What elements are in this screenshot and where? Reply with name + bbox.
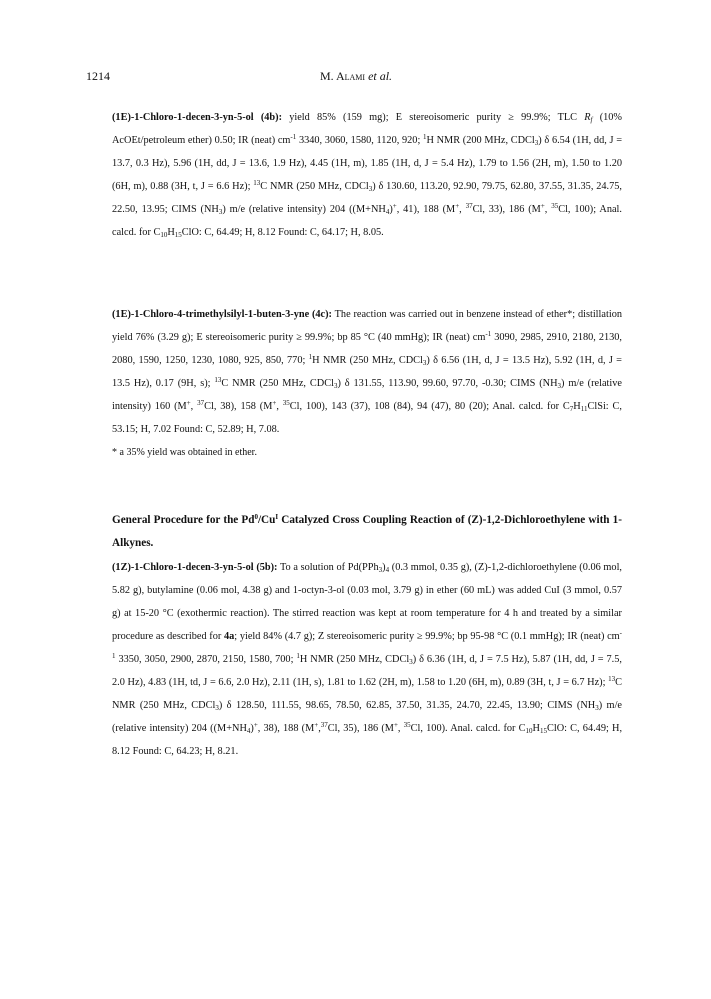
text: Catalyzed Cross Coupling Reaction of (Z)-1,2-Dichloroethylene with 1-Alkynes. <box>112 514 622 549</box>
subscript: 4 <box>385 566 390 574</box>
text: Cl, 100); Anal. calcd. for C <box>112 204 622 238</box>
isotope: 35 <box>403 721 411 729</box>
cnmr-mass: 13 <box>214 376 222 384</box>
superscript: + <box>253 721 258 729</box>
subscript: 10 <box>160 231 168 239</box>
running-head <box>86 69 626 84</box>
superscript: + <box>540 202 545 210</box>
compound-5b-paragraph: (1Z)-1-Chloro-1-decen-3-yn-5-ol (5b): To a solution of $Pd(PPh_3)_4$ (0.3 mmol, 0.35 g), (Z)-1,2-dichloroethylene (0.06 mol, 5.82 g), butylamine (0.06 mol, 4.38 g) and 1-octyn-3-ol (0.03 mol, 3.79 g) in ether (60 mL) was added CuI (3 mmol, 0.57 g) at 15-20 °C (exothermic reaction). The stirred reaction was kept at room temperature for 4 h and treated by a similar procedure as described for 4a; yield 84% (4.7 g); Z stereoisomeric purity ≥ 99.9%; bp 95-98 °C (0.1 mmHg); IR (neat) $cm^{-1}$ 3350, 3050, 2900, 2870, 2150, 1580, 700; $^1$H NMR (250 MHz, CDCl$_3$) δ 6.36 (1H, d, J = 7.5 Hz), 5.87 (1H, dd, J = 7.5, 2.0 Hz), 4.83 (1H, td, J = 6.6, 2.0 Hz), 2.11 (1H, s), 1.81 to 1.62 (2H, m), 1.58 to 1.20 (6H, m), 0.89 (3H, t, J = 6.7 Hz); $^{13}$C NMR (250 MHz, CDCl$_3$) δ 128.50, 111.55, 98.65, 78.50, 62.85, 37.50, 31.35, 24.70, 22.45, 13.90; CIMS $(NH_3)$ m/e (relative intensity) 204 ($(M+NH_4)^+$, 38), 188 (M+,$^{37}$Cl, 35), 186 (M+, $^{35}$Cl, 100). Anal. calcd. for $C_{10}H_{15}ClO$: C, 64.49; H, 8.12 Found: C, 64.23; H, 8.21. <box>112 562 623 757</box>
isotope: 37 <box>320 721 328 729</box>
general-procedure-heading <box>112 509 622 555</box>
text: 3340, 3060, 1580, 1120, 920; <box>296 135 423 146</box>
superscript: 0 <box>254 513 258 521</box>
compound-4c-title: (1E)-1-Chloro-4-trimethylsilyl-1-buten-3-yne (4c): <box>112 309 332 320</box>
text: ClSi: C, 53.15; H, 7.02 Found: C, 52.89; H, 7.08. <box>112 401 622 435</box>
subscript: 11 <box>580 405 588 413</box>
subscript: 3 <box>595 704 599 712</box>
superscript: + <box>314 721 319 729</box>
ir-exponent: -1 <box>290 133 297 141</box>
text: , 38), 188 (M <box>257 723 315 734</box>
subscript: 3 <box>215 704 219 712</box>
rf-label: R <box>584 112 591 123</box>
text: C NMR (250 MHz, CDCl <box>112 677 622 711</box>
subscript: 3 <box>368 185 373 193</box>
subscript: 3 <box>378 566 383 574</box>
text: ) δ 131.55, 113.90, 99.60, 97.70, -0.30; CIMS (NH <box>337 378 558 389</box>
subscript: 10 <box>525 727 533 735</box>
compound-4b-title: (1E)-1-Chloro-1-decen-3-yn-5-ol (4b): <box>112 112 283 123</box>
text: 3350, 3050, 2900, 2870, 2150, 1580, 700; <box>115 654 297 665</box>
text: C NMR (250 MHz, CDCl <box>260 181 369 192</box>
subscript: 3 <box>409 658 413 666</box>
ir-exponent: -1 <box>112 629 622 660</box>
text: /Cu <box>257 514 276 526</box>
hnmr-mass: 1 <box>423 133 427 141</box>
compound-ref-4a: 4a <box>224 631 235 642</box>
hnmr-mass: 1 <box>296 652 300 660</box>
text: (10% AcOEt/petroleum ether) 0.50; IR (neat) cm <box>112 112 622 146</box>
superscript: I <box>275 513 279 521</box>
text: (0.3 mmol, 0.35 g), (Z)-1,2-dichloroethylene (0.06 mol, 5.82 g), butylamine (0.06 mol, 4.38 g) and 1-octyn-3-ol (0.03 mol, 3.79 g) in ether (60 mL) was added CuI (3 mmol, 0.57 g) at 15-20 °C (exothermic reaction). The stirred reaction was kept at room temperature for 4 h and treated by a similar procedure as described for <box>112 562 623 642</box>
subscript: 3 <box>218 208 223 216</box>
isotope: 37 <box>465 202 473 210</box>
text: Cl, 100). Anal. calcd. for C <box>410 723 526 734</box>
subscript: 4 <box>385 208 390 216</box>
text: Cl, 35), 186 (M <box>327 723 394 734</box>
superscript: + <box>186 399 191 407</box>
text: , <box>276 401 283 412</box>
subscript: 3 <box>534 139 539 147</box>
subscript: 3 <box>557 382 562 390</box>
text: , <box>190 401 198 412</box>
text: , <box>318 723 321 734</box>
superscript: + <box>455 202 460 210</box>
subscript: 15 <box>174 231 182 239</box>
isotope: 35 <box>551 202 559 210</box>
text: H NMR (200 MHz, CDCl <box>426 135 535 146</box>
text: , <box>544 204 552 215</box>
page-number: 1214 <box>86 69 110 83</box>
text: H <box>573 401 581 412</box>
text: ) δ 130.60, 113.20, 92.90, 79.75, 62.80, 37.55, 31.35, 24.75, 22.50, 13.95; CIMS (NH <box>112 181 622 215</box>
text: yield 85% (159 mg); E stereoisomeric purity ≥ 99.9%; TLC <box>282 112 585 123</box>
text: To a solution of Pd(PPh <box>277 562 379 573</box>
text: Cl, 33), 186 (M <box>472 204 541 215</box>
text: H <box>532 723 540 734</box>
text: The reaction was carried out in benzene instead of ether*; distillation yield 76% (3.29 g); E stereoisomeric purity ≥ 99.9%; bp 85 °C (40 mmHg); IR (neat) cm <box>112 309 622 343</box>
subscript: 3 <box>422 359 427 367</box>
rf-subscript: f <box>590 116 593 124</box>
superscript: + <box>392 202 397 210</box>
subscript: 3 <box>333 382 338 390</box>
text: 3090, 2985, 2910, 2180, 2130, 2080, 1590, 1250, 1230, 1080, 925, 850, 770; <box>112 332 623 366</box>
isotope: 37 <box>197 399 205 407</box>
superscript: + <box>272 399 277 407</box>
running-head-et-al: et al. <box>368 69 393 83</box>
text: ) δ 6.54 (1H, dd, J = 13.7, 0.3 Hz), 5.96 (1H, dd, J = 13.6, 1.9 Hz), 4.45 (1H, m), 1.85 (1H, d, J = 5.4 Hz), 1.79 to 1.56 (2H, m), 1.50 to 1.20 (6H, m), 0.88 (3H, t, J = 6.6 Hz); <box>112 135 622 192</box>
cnmr-mass: 13 <box>608 675 616 683</box>
footnote: * a 35% yield was obtained in ether. <box>112 447 257 458</box>
text: H NMR (250 MHz, CDCl <box>299 654 410 665</box>
text: ) δ 128.50, 111.55, 98.65, 78.50, 62.85, 37.50, 31.35, 24.70, 22.45, 13.90; CIMS (NH <box>218 700 596 711</box>
text: H <box>167 227 175 238</box>
hnmr-mass: 1 <box>308 353 313 361</box>
text: ) m/e (relative intensity) 160 (M <box>112 378 622 412</box>
text: , 41), 188 (M <box>396 204 456 215</box>
text: ) m/e (relative intensity) 204 ((M+NH <box>112 700 623 734</box>
superscript: + <box>393 721 398 729</box>
text: ; yield 84% (4.7 g); Z stereoisomeric purity ≥ 99.9%; bp 95-98 °C (0.1 mmHg); IR (neat) cm <box>234 631 620 642</box>
running-head-author: M. Alami <box>319 69 366 83</box>
text: General Procedure for the Pd <box>112 514 255 526</box>
text: ClO: C, 64.49; H, 8.12 Found: C, 64.17; H, 8.05. <box>181 227 384 238</box>
text: ClO: C, 64.49; H, 8.12 Found: C, 64.23; H, 8.21. <box>112 723 623 757</box>
compound-5b-title: (1Z)-1-Chloro-1-decen-3-yn-5-ol (5b): <box>112 562 278 573</box>
compound-4b-paragraph: (1E)-1-Chloro-1-decen-3-yn-5-ol (4b): yield 85% (159 mg); E stereoisomeric purity ≥ 99.9%; TLC $R_f$ (10% AcOEt/petroleum ether) 0.50; IR (neat) $cm^{-1}$ 3340, 3060, 1580, 1120, 920; $^1$H NMR (200 MHz, CDCl$_3$) δ 6.54 (1H, dd, J = 13.7, 0.3 Hz), 5.96 (1H, dd, J = 13.6, 1.9 Hz), 4.45 (1H, m), 1.85 (1H, d, J = 5.4 Hz), 1.79 to 1.56 (2H, m), 1.50 to 1.20 (6H, m), 0.88 (3H, t, J = 6.6 Hz); $^{13}$C NMR (250 MHz, CDCl$_3$) δ 130.60, 113.20, 92.90, 79.75, 62.80, 37.55, 31.35, 24.75, 22.50, 13.95; CIMS $(NH_3)$ m/e (relative intensity) 204 ($(M+NH_4)^+$, 41), 188 (M+, $^{37}$Cl, 33), 186 (M+, $^{35}$Cl, 100); Anal. calcd. for $C_{10}H_{15}ClO$: C, 64.49; H, 8.12 Found: C, 64.17; H, 8.05. <box>112 112 622 239</box>
text: C NMR (250 MHz, CDCl <box>221 378 334 389</box>
text: , <box>397 723 404 734</box>
text: ) <box>382 562 386 573</box>
subscript: 7 <box>569 405 574 413</box>
compound-4c-paragraph <box>112 303 622 464</box>
page-header <box>86 69 626 85</box>
ir-exponent: -1 <box>485 330 492 338</box>
isotope: 35 <box>282 399 290 407</box>
text: ) δ 6.56 (1H, d, J = 13.5 Hz), 5.92 (1H, d, J = 13.5 Hz), 0.17 (9H, s); <box>112 355 622 389</box>
subscript: 15 <box>539 727 547 735</box>
text: H NMR (250 MHz, CDCl <box>312 355 423 366</box>
text: Cl, 38), 158 (M <box>204 401 273 412</box>
text: Cl, 100), 143 (37), 108 (84), 94 (47), 80 (20); Anal. calcd. for C <box>289 401 570 412</box>
text: ) δ 6.36 (1H, d, J = 7.5 Hz), 5.87 (1H, dd, J = 7.5, 2.0 Hz), 4.83 (1H, td, J = 6.6, 2.0 Hz), 2.11 (1H, s), 1.81 to 1.62 (2H, m), 1.58 to 1.20 (6H, m), 0.89 (3H, t, J = 6.7 Hz); <box>112 654 622 688</box>
cnmr-mass: 13 <box>253 179 261 187</box>
subscript: 4 <box>246 727 251 735</box>
text: , <box>459 204 466 215</box>
text: ) m/e (relative intensity) 204 ((M+NH <box>222 204 386 215</box>
